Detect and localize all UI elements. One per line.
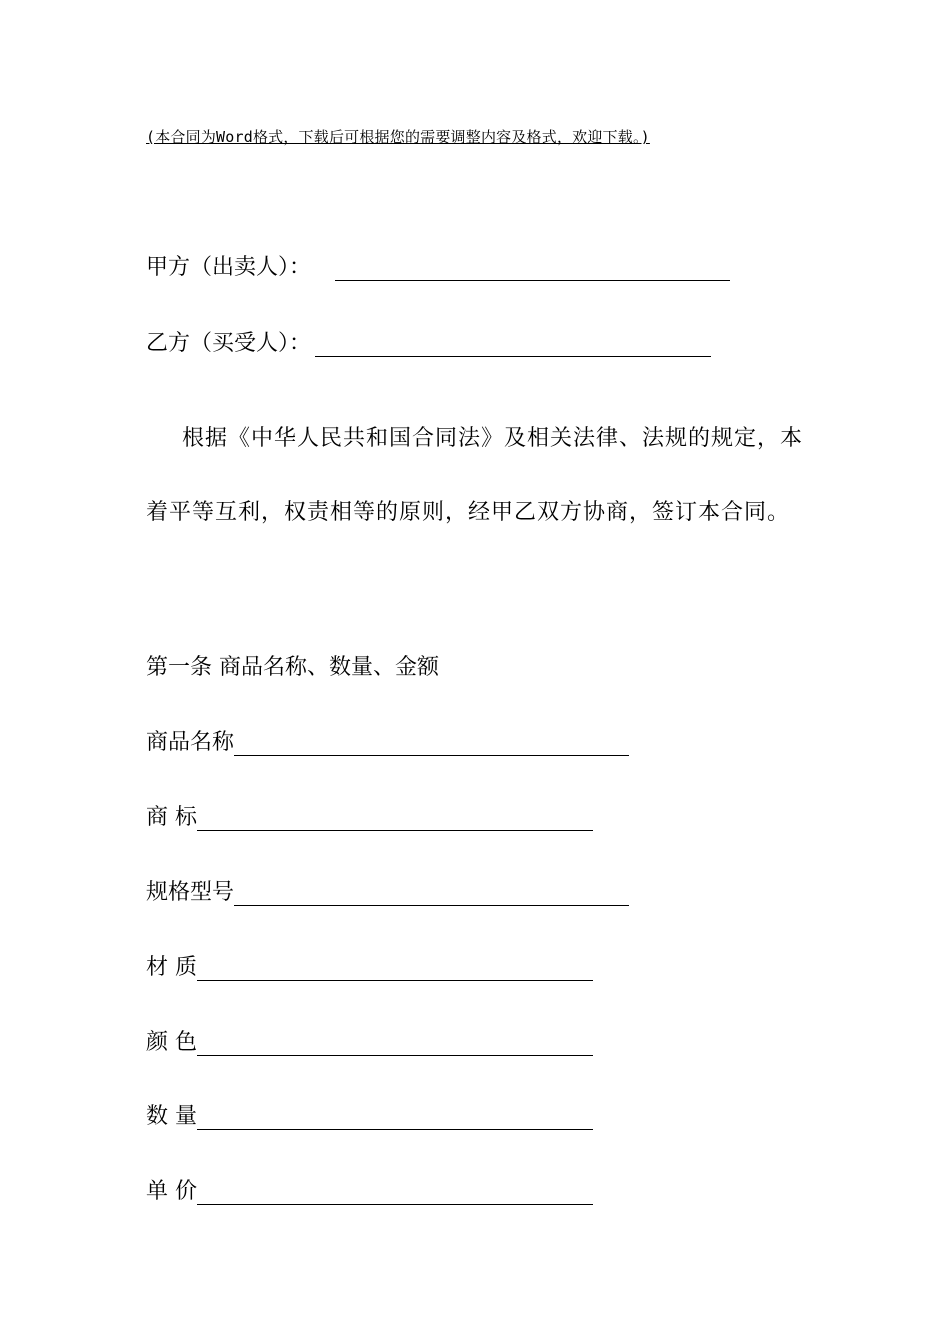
field-material [146,950,593,981]
field-name-label: 商品名称 [146,730,235,755]
article-1-title: 第一条 商品名称、数量、金额 [146,655,439,680]
field-brand-blank[interactable] [197,808,593,831]
field-color [146,1025,593,1056]
field-name-blank[interactable] [234,733,629,756]
field-color-blank[interactable] [197,1033,593,1056]
party-b-blank[interactable] [315,334,711,357]
party-a-label: 甲方（出卖人）： [146,255,312,280]
party-a-line [146,250,730,281]
field-brand [146,800,593,831]
field-name [146,725,629,756]
intro-paragraph: 根据《中华人民共和国合同法》及相关法律、法规的规定，本着平等互利，权责相等的原则，经甲乙双方协商，签订本合同。 [146,426,804,525]
field-spec-label: 规格型号 [146,880,235,905]
field-unit-price-label: 单 价 [146,1179,197,1204]
field-color-label: 颜 色 [146,1030,197,1055]
party-b-line [146,326,711,357]
field-brand-label: 商 标 [146,805,197,830]
field-unit-price [146,1174,593,1205]
field-material-label: 材 质 [146,955,197,980]
field-spec [146,875,629,906]
field-quantity-label: 数 量 [146,1104,197,1129]
party-a-blank[interactable] [335,258,730,281]
format-note: (本合同为Word格式，下载后可根据您的需要调整内容及格式，欢迎下载。) [146,128,650,146]
field-quantity [146,1099,593,1130]
field-quantity-blank[interactable] [197,1107,593,1130]
field-material-blank[interactable] [197,958,593,981]
party-b-label: 乙方（买受人）： [146,331,312,356]
field-unit-price-blank[interactable] [197,1182,593,1205]
field-spec-blank[interactable] [234,883,629,906]
